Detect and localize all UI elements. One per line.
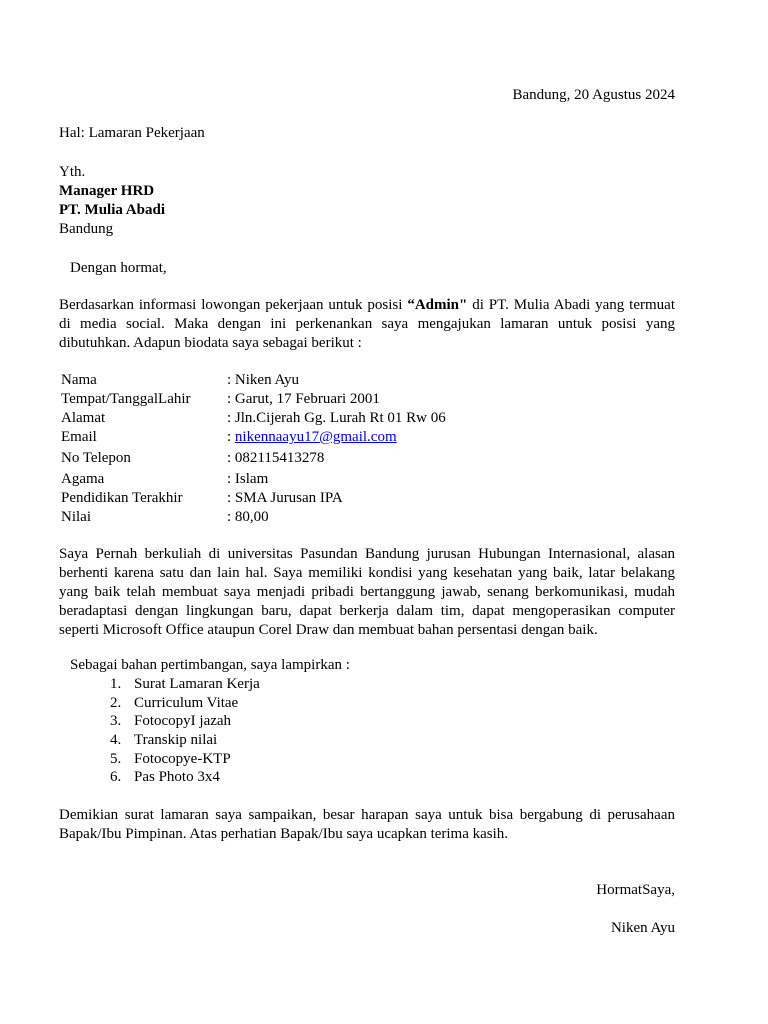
list-item-number: 3. <box>110 713 122 729</box>
letter-date: Bandung, 20 Agustus 2024 <box>512 87 675 103</box>
list-item: Transkip nilai <box>134 732 218 748</box>
list-item: Fotocopye-KTP <box>134 751 231 767</box>
signoff: HormatSaya, <box>596 882 675 898</box>
biodata-label: Alamat <box>61 410 106 426</box>
list-item: FotocopyI jazah <box>134 713 232 729</box>
recipient-position: Manager HRD <box>59 183 155 199</box>
closing-paragraph: Demikian surat lamaran saya sampaikan, besar harapan saya untuk bisa bergabung di perusahaan Bapak/Ibu Pimpinan. Atas perhatian Bapak/Ibu saya ucapkan terima kasih. <box>59 807 675 842</box>
intro-text-2: di PT. Mulia Abadi yang termuat di media social. Maka dengan ini perkenankan saya mengajukan lamaran untuk posisi yang dibutuhkan. Adapun biodata saya sebagai berikut : <box>59 297 675 351</box>
biodata-value: : 80,00 <box>227 509 269 525</box>
intro-text-1: Berdasarkan informasi lowongan pekerjaan untuk posisi <box>59 297 408 313</box>
email-prefix: : <box>227 429 235 445</box>
biodata-label: Nama <box>61 372 97 388</box>
biodata-label: Tempat/TanggalLahir <box>61 391 191 407</box>
recipient-city: Bandung <box>59 221 114 237</box>
greeting: Dengan hormat, <box>70 260 167 276</box>
intro-position-bold: “Admin" <box>407 297 468 313</box>
email-link[interactable]: nikennaayu17@gmail.com <box>234 429 397 445</box>
list-item-number: 5. <box>110 751 122 767</box>
list-item: Curriculum Vitae <box>134 695 239 711</box>
biodata-value: : Jln.Cijerah Gg. Lurah Rt 01 Rw 06 <box>227 410 446 426</box>
recipient-salutation: Yth. <box>59 164 86 180</box>
biodata-label: Agama <box>61 471 105 487</box>
list-item-number: 4. <box>110 732 122 748</box>
biodata-value: : 082115413278 <box>227 450 325 466</box>
list-item: Pas Photo 3x4 <box>134 769 220 785</box>
list-item-number: 2. <box>110 695 122 711</box>
intro-paragraph <box>59 296 675 353</box>
biodata-value: : Islam <box>227 471 269 487</box>
biodata-value: : SMA Jurusan IPA <box>227 490 343 506</box>
biodata-label: No Telepon <box>61 450 131 466</box>
body-paragraph: Saya Pernah berkuliah di universitas Pasundan Bandung jurusan Hubungan Internasional, alasan berhenti karena satu dan lain hal. Saya memiliki kondisi yang kesehatan yang baik, latar belakang yang baik telah membuat saya menjadi pribadi bertanggung jawab, senang berkomunikasi, mudah beradaptasi dengan lingkungan baru, dapat berkerja dalam tim, dapat mengoperasikan computer seperti Microsoft Office ataupun Corel Draw dan membuat bahan persentasi dengan baik. <box>59 546 675 638</box>
list-item: Surat Lamaran Kerja <box>134 676 260 692</box>
list-item-number: 1. <box>110 676 122 692</box>
recipient-company: PT. Mulia Abadi <box>59 202 165 218</box>
biodata-label: Nilai <box>61 509 91 525</box>
biodata-label: Pendidikan Terakhir <box>61 490 183 506</box>
biodata-value: : Niken Ayu <box>227 372 299 388</box>
signature-name: Niken Ayu <box>610 920 675 936</box>
letter-subject: Hal: Lamaran Pekerjaan <box>59 125 205 141</box>
biodata-value: : Garut, 17 Februari 2001 <box>227 391 380 407</box>
biodata-label: Email <box>61 429 97 445</box>
attachments-intro: Sebagai bahan pertimbangan, saya lampirkan : <box>70 657 350 673</box>
list-item-number: 6. <box>110 769 122 785</box>
biodata-value <box>227 428 397 447</box>
